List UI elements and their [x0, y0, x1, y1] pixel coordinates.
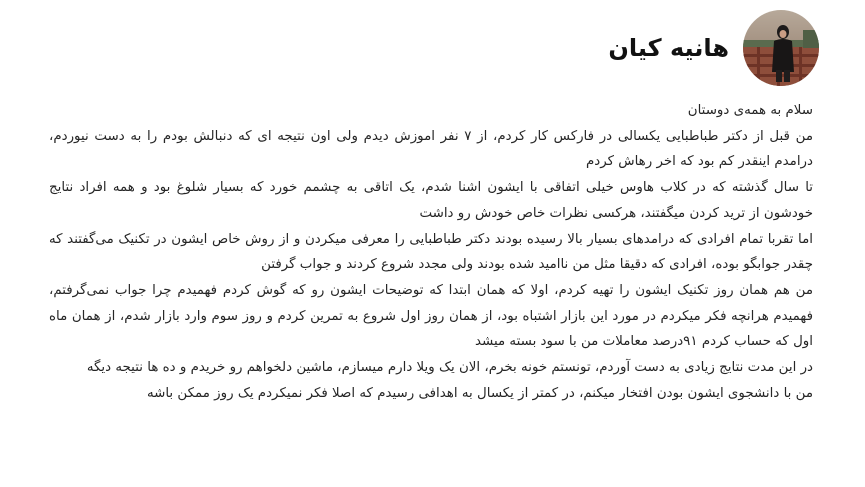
paragraph-forex-experience: من قبل از دکتر طباطبایی یکسالی در فارکس کار کردم، از ۷ نفر اموزش دیدم ولی اون نتیجه ای که دنبالش بودم را به دست نیوردم، درامدم اینقدر کم بود که اخر رهاش کردم — [49, 128, 813, 170]
paragraph-recommendations: اما تقربا تمام افرادی که درامدهای بسیار بالا رسیده بودند دکتر طباطبایی را معرفی میکردن و از روش خاص ایشون در تکنیک می‌گفتند که چقدر جوابگو بوده، افرادی که دقیقا مثل من ناامید شده بودند ولی مجدد شروع کردند و جواب گرفتن — [49, 231, 813, 273]
paragraph-pride: من با دانشجوی ایشون بودن افتخار میکنم، در کمتر از یکسال به اهدافی رسیدم که اصلا فکر نمیکردم یک روز ممکن باشه — [146, 385, 813, 401]
paragraph-technique: من هم همان روز تکنیک ایشون را تهیه کردم، اولا که همان ابتدا که توضیحات ایشون رو که گوش کردم فهمیدم چرا جواب نمی‌گرفتم، فهمیدم هرانچه فکر میکردم در مورد این بازار اشتباه بود، از همان روز اول شروع به تمرین کردم و روز سوم وارد بازار شدم، از همان ماه اول که حساب کردم ۹۱درصد معاملات من با سود بسته میشد — [49, 282, 813, 350]
paragraph-results: در این مدت نتایج زیادی به دست آوردم، تونستم خونه بخرم، الان یک ویلا دارم میسازم، ماشین دلخواهم رو خریدم و ده ها نتیجه دیگه — [86, 360, 813, 376]
user-avatar-photo-icon — [743, 10, 819, 86]
paragraph-greeting: سلام به همه‌ی دوستان — [687, 103, 813, 118]
testimonial-text — [49, 98, 813, 406]
post-header — [608, 10, 819, 86]
author-name: هانیه کیان — [608, 34, 729, 62]
paragraph-clubhouse: تا سال گذشته که در کلاب هاوس خیلی اتفاقی با ایشون اشنا شدم، یک اتاقی به چشمم خورد که بسیار شلوغ بود و همه افراد نتایج خودشون از ترید کردن میگفتند، هرکسی نظرات خاص خودش رو داشت — [49, 180, 813, 221]
avatar[interactable] — [743, 10, 819, 86]
